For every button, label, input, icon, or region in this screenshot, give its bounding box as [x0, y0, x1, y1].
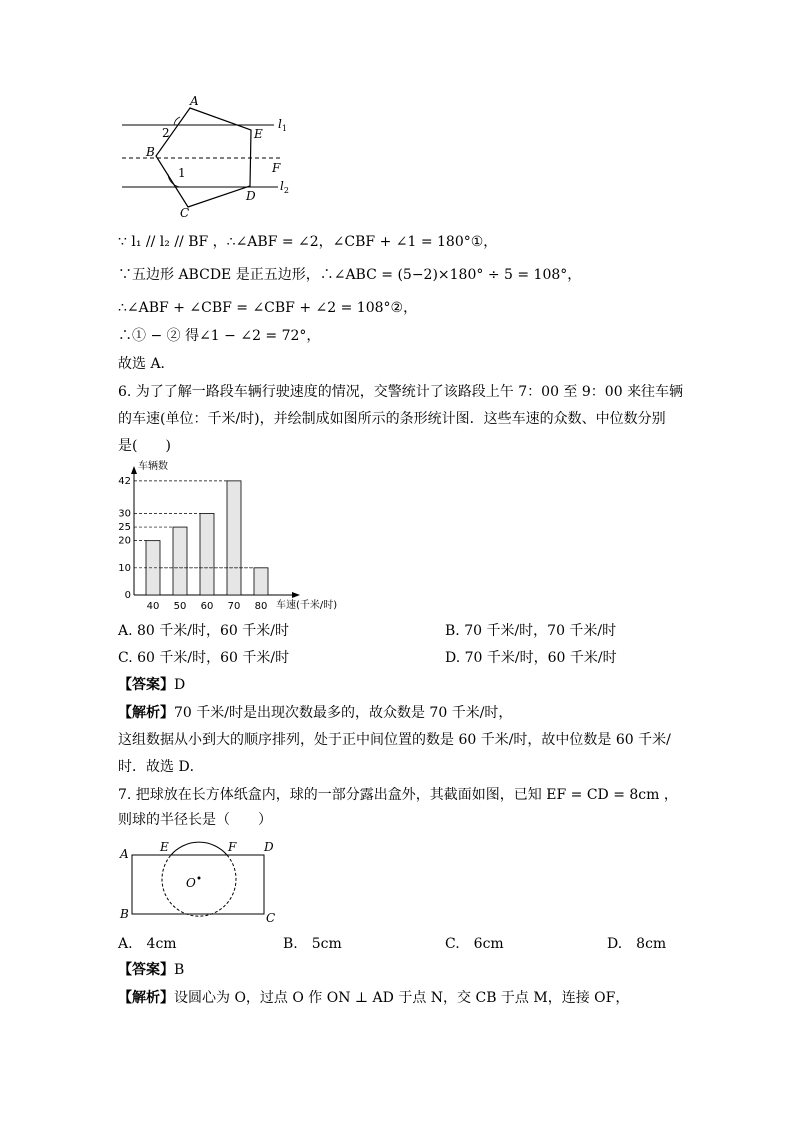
q7-option-a: A. 4cm [118, 936, 177, 952]
y-tick-label: 25 [118, 522, 131, 534]
analysis-text: 70 千米/时是出现次数最多的，故众数是 70 千米/时， [174, 705, 513, 721]
x-tick-label: 70 [227, 601, 241, 612]
q7-option-b: B. 5cm [283, 936, 342, 952]
y-tick-label: 30 [118, 508, 131, 520]
question7-line2: 则球的半径长是（ ） [118, 812, 272, 828]
label-C: C [180, 206, 190, 220]
center-point [198, 877, 201, 880]
label-l2: $l_2$ [280, 179, 289, 195]
bar [200, 513, 214, 595]
q7-analysis-line1 [118, 988, 629, 1008]
label-angle-2: 2 [162, 126, 170, 140]
label-E: E [254, 127, 263, 141]
sphere-in-box-figure [116, 836, 286, 928]
box-rectangle [132, 855, 264, 914]
question6-line3: 是( ) [118, 438, 171, 454]
label-E: E [160, 840, 169, 854]
label-C: C [266, 911, 276, 925]
label-A: A [120, 847, 129, 861]
label-D: D [246, 189, 256, 203]
y-tick-label: 20 [118, 535, 131, 547]
y-tick-label: 10 [118, 562, 131, 574]
pentagon-parallel-lines-figure [118, 90, 308, 220]
bar [173, 527, 187, 595]
solution5-line3: ∴∠ABF + ∠CBF = ∠CBF + ∠2 = 108°②， [118, 300, 418, 316]
q7-answer [118, 960, 184, 980]
q6-analysis-line1 [118, 703, 512, 723]
bar [227, 481, 241, 595]
y-tick-label: 0 [124, 590, 131, 601]
q6-answer [118, 675, 185, 695]
solution5-line4: ∴① − ② 得∠1 − ∠2 = 72°， [118, 328, 321, 344]
q6-option-b: B. 70 千米/时，70 千米/时 [445, 623, 617, 639]
q7-option-d: D. 8cm [607, 936, 667, 952]
answer-tag: 【答案】 [118, 677, 174, 693]
sphere-arc-inside [162, 855, 236, 916]
answer-value: D [174, 677, 186, 693]
y-tick-label: 42 [118, 475, 131, 487]
q6-analysis-line2: 这组数据从小到大的顺序排列，处于正中间位置的数是 60 千米/时，故中位数是 60 千米/ [118, 732, 671, 748]
x-tick-label: 60 [200, 601, 214, 612]
label-angle-1: 1 [178, 166, 186, 180]
solution5-line5: 故选 A． [118, 356, 175, 372]
analysis-text: 设圆心为 O，过点 O 作 ON ⊥ AD 于点 N，交 CB 于点 M，连接 OF， [174, 990, 630, 1006]
x-tick-label: 50 [173, 601, 187, 612]
label-B: B [120, 907, 129, 921]
q6-option-a: A. 80 千米/时，60 千米/时 [118, 623, 289, 639]
x-axis-label: 车速(千米/时) [276, 600, 338, 611]
q6-option-c: C. 60 千米/时，60 千米/时 [118, 650, 290, 666]
analysis-tag: 【解析】 [118, 705, 174, 721]
label-D: D [264, 840, 274, 854]
question6-line2: 的车速(单位：千米/时)，并绘制成如图所示的条形统计图．这些车速的众数、中位数分别 [118, 411, 666, 427]
question7-line1: 7. 把球放在长方体纸盒内，球的一部分露出盒外，其截面如图，已知 EF = CD = 8cm ， [118, 787, 678, 803]
sphere-arc-outside [171, 842, 227, 855]
question6-line1: 6. 为了了解一路段车辆行驶速度的情况，交警统计了该路段上午 7：00 至 9：00 来往车辆 [118, 384, 684, 400]
x-axis-arrow [292, 592, 300, 598]
x-tick-label: 80 [254, 601, 268, 612]
x-tick-label: 40 [146, 601, 160, 612]
label-A: A [190, 94, 199, 108]
bar [254, 568, 268, 595]
answer-tag: 【答案】 [118, 962, 174, 978]
label-F: F [228, 840, 237, 854]
solution5-line2: ∵五边形 ABCDE 是正五边形，∴∠ABC = (5−2)×180° ÷ 5 = 108°， [118, 267, 582, 283]
label-O: O [186, 876, 196, 890]
label-F: F [272, 161, 281, 175]
bar [146, 541, 160, 595]
y-axis-label: 车辆数 [138, 461, 168, 472]
q6-analysis-line3: 时．故选 D． [118, 759, 204, 775]
analysis-tag: 【解析】 [118, 990, 174, 1006]
label-l1: $l_1$ [278, 117, 287, 133]
speed-bar-chart [112, 460, 372, 618]
label-B: B [146, 145, 155, 159]
solution5-line1: ∵ l₁ // l₂ // BF ，∴∠ABF = ∠2，∠CBF + ∠1 = 180°①， [118, 234, 498, 250]
answer-value: B [174, 962, 185, 978]
q7-option-c: C. 6cm [445, 936, 504, 952]
y-axis-arrow [131, 466, 137, 474]
q6-option-d: D. 70 千米/时，60 千米/时 [445, 650, 617, 666]
